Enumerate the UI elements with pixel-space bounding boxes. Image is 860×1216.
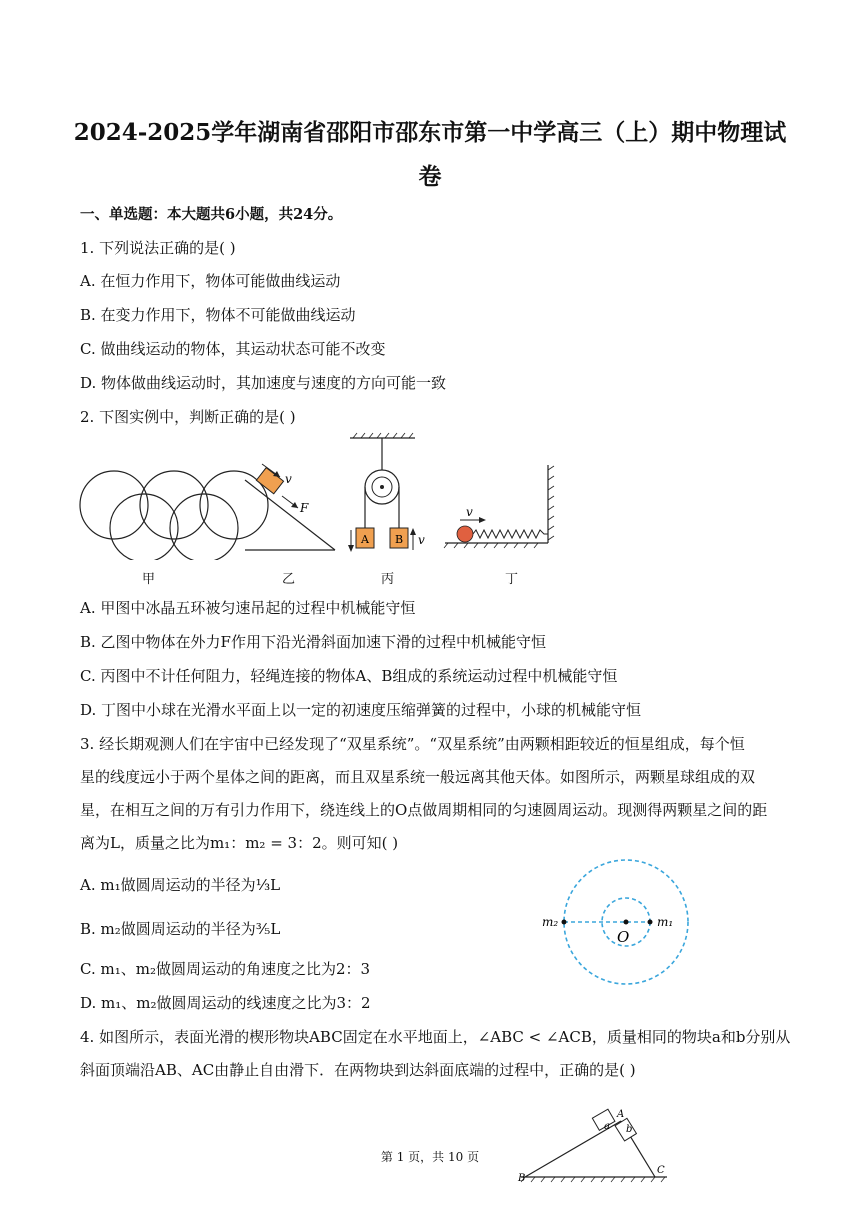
velocity-label: v bbox=[285, 472, 292, 486]
page-title: 2024-2025学年湖南省邵阳市邵东市第一中学高三（上）期中物理试 bbox=[73, 119, 787, 146]
q1-option-b: B. 在变力作用下，物体不可能做曲线运动 bbox=[80, 306, 356, 324]
q2-stem: 2. 下图实例中，判断正确的是( ) bbox=[80, 408, 296, 426]
q3-option-c: C. m₁、m₂做圆周运动的角速度之比为2：3 bbox=[80, 960, 371, 978]
binary-star-figure bbox=[530, 852, 710, 992]
vertex-c-label: C bbox=[657, 1165, 665, 1176]
velocity-label-pulley: v bbox=[418, 533, 425, 547]
q3-line1: 3. 经长期观测人们在宇宙中已经发现了“双星系统”。“双星系统”由两颗相距较近的恒星组成，每个恒 bbox=[80, 735, 745, 753]
q1-option-c: C. 做曲线运动的物体，其运动状态可能不改变 bbox=[80, 340, 386, 358]
incline-figure bbox=[245, 464, 335, 550]
q3-option-d: D. m₁、m₂做圆周运动的线速度之比为3：2 bbox=[80, 994, 371, 1012]
q3-option-a: A. m₁做圆周运动的半径为⅓L bbox=[80, 876, 281, 894]
block-b-small-label: b bbox=[626, 1124, 633, 1135]
vertex-a-label: A bbox=[617, 1109, 625, 1120]
q3-line2: 星的线度远小于两个星体之间的距离，而且双星系统一般远离其他天体。如图所示，两颗星球组成的双 bbox=[80, 768, 756, 786]
q2-option-d: D. 丁图中小球在光滑水平面上以一定的初速度压缩弹簧的过程中，小球的机械能守恒 bbox=[80, 701, 642, 719]
q1-stem: 1. 下列说法正确的是( ) bbox=[80, 239, 236, 257]
caption-jia: 甲 bbox=[142, 572, 156, 587]
wedge-figure bbox=[515, 1105, 675, 1185]
q1-option-a: A. 在恒力作用下，物体可能做曲线运动 bbox=[80, 272, 341, 290]
caption-bing: 丙 bbox=[381, 572, 395, 587]
q1-option-d: D. 物体做曲线运动时，其加速度与速度的方向可能一致 bbox=[80, 374, 447, 392]
section-heading: 一、单选题：本大题共6小题，共24分。 bbox=[80, 206, 343, 223]
q4-line2: 斜面顶端沿AB、AC由静止自由滑下．在两物块到达斜面底端的过程中，正确的是( ) bbox=[80, 1061, 636, 1079]
m1-label: m₁ bbox=[657, 915, 674, 929]
block-a-label: A bbox=[361, 533, 369, 546]
block-a-small-label: a bbox=[604, 1121, 610, 1132]
caption-ding: 丁 bbox=[505, 572, 519, 587]
page-title-continued: 卷 bbox=[418, 163, 442, 190]
block-b-label: B bbox=[394, 533, 404, 546]
q2-figures bbox=[70, 430, 590, 560]
velocity-label-ball: v bbox=[466, 505, 473, 519]
olympic-rings-figure bbox=[80, 471, 268, 560]
q3-option-b: B. m₂做圆周运动的半径为⅗L bbox=[80, 920, 281, 938]
q4-line1: 4. 如图所示，表面光滑的楔形物块ABC固定在水平地面上，∠ABC < ∠ACB，质量相同的物块a和b分别从 bbox=[80, 1028, 791, 1046]
q2-option-b: B. 乙图中物体在外力F作用下沿光滑斜面加速下滑的过程中机械能守恒 bbox=[80, 633, 546, 651]
q3-line3: 星，在相互之间的万有引力作用下，绕连线上的O点做周期相同的匀速圆周运动。现测得两颗星之间的距 bbox=[80, 801, 768, 819]
page-footer: 第 1 页，共 10 页 bbox=[380, 1150, 480, 1164]
force-label: F bbox=[300, 501, 309, 515]
caption-yi: 乙 bbox=[282, 572, 296, 587]
pulley-figure bbox=[348, 433, 425, 552]
m2-label: m₂ bbox=[542, 915, 559, 929]
q3-line4: 离为L，质量之比为m₁：m₂ = 3：2。则可知( ) bbox=[80, 834, 399, 852]
spring-figure bbox=[444, 465, 554, 548]
o-label: O bbox=[617, 928, 630, 946]
q2-option-c: C. 丙图中不计任何阻力，轻绳连接的物体A、B组成的系统运动过程中机械能守恒 bbox=[80, 667, 618, 685]
vertex-b-label: B bbox=[518, 1173, 526, 1184]
q2-option-a: A. 甲图中冰晶五环被匀速吊起的过程中机械能守恒 bbox=[80, 599, 416, 617]
